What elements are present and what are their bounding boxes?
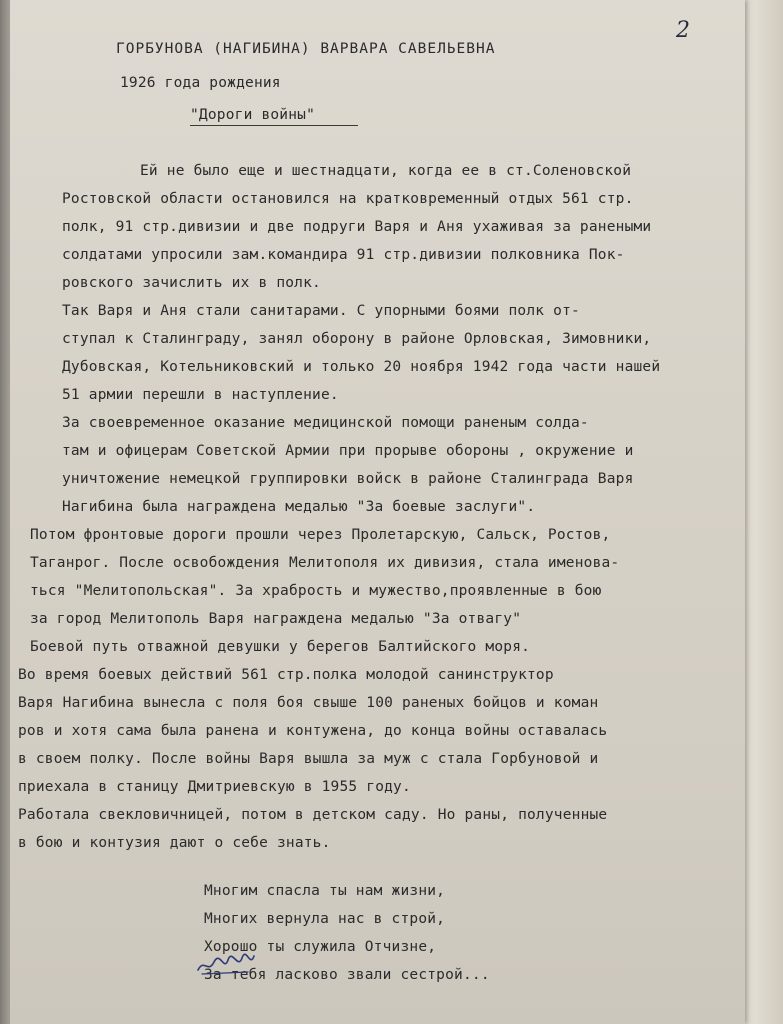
body-line: Дубовская, Котельниковский и только 20 ноября 1942 года части нашей bbox=[62, 359, 661, 375]
body-line: Во время боевых действий 561 стр.полка молодой санинструктор bbox=[18, 667, 554, 683]
body-line: там и офицерам Советской Армии при прорыве обороны , окружение и bbox=[62, 443, 634, 459]
poem-line: Хорошо ты служила Отчизне, bbox=[204, 939, 437, 955]
document-title: "Дороги войны" bbox=[190, 107, 316, 123]
body-line: в своем полку. После войны Варя вышла за муж с стала Горбуновой и bbox=[18, 751, 599, 767]
body-line: Нагибина была награждена медалью "За боевые заслуги". bbox=[62, 499, 536, 515]
body-line: Так Варя и Аня стали санитарами. С упорными боями полк от- bbox=[62, 303, 580, 319]
poem-line: Многих вернула нас в строй, bbox=[204, 911, 446, 927]
body-line: Варя Нагибина вынесла с поля боя свыше 100 раненых бойцов и коман bbox=[18, 695, 599, 711]
handwritten-signature-mark bbox=[196, 950, 256, 978]
body-line: ровского зачислить их в полк. bbox=[62, 275, 321, 291]
body-line: полк, 91 стр.дивизии и две подруги Варя и Аня ухаживая за ранеными bbox=[62, 219, 652, 235]
poem-line: За тебя ласково звали сестрой... bbox=[204, 967, 490, 983]
body-line: в бою и контузия дают о себе знать. bbox=[18, 835, 331, 851]
body-line: Боевой путь отважной девушки у берегов Балтийского моря. bbox=[30, 639, 531, 655]
author-heading: ГОРБУНОВА (НАГИБИНА) ВАРВАРА САВЕЛЬЕВНА bbox=[116, 41, 496, 57]
body-line: Ей не было еще и шестнадцати, когда ее в ст.Соленовской bbox=[140, 163, 632, 179]
body-line: Ростовской области остановился на кратковременный отдых 561 стр. bbox=[62, 191, 634, 207]
poem-line: Многим спасла ты нам жизни, bbox=[204, 883, 446, 899]
body-line: Таганрог. После освобождения Мелитополя их дивизия, стала именова- bbox=[30, 555, 620, 571]
body-line: 51 армии перешли в наступление. bbox=[62, 387, 339, 403]
title-underline bbox=[190, 125, 358, 126]
body-line: За своевременное оказание медицинской помощи раненым солда- bbox=[62, 415, 589, 431]
body-line: Потом фронтовые дороги прошли через Пролетарскую, Сальск, Ростов, bbox=[30, 527, 611, 543]
body-line: Работала свекловичницей, потом в детском саду. Но раны, полученные bbox=[18, 807, 608, 823]
body-line: уничтожение немецкой группировки войск в районе Сталинграда Варя bbox=[62, 471, 634, 487]
body-line: ться "Мелитопольская". За храбрость и мужество,проявленные в бою bbox=[30, 583, 602, 599]
body-line: ступал к Сталинграду, занял оборону в районе Орловская, Зимовники, bbox=[62, 331, 652, 347]
birth-year-line: 1926 года рождения bbox=[120, 75, 281, 91]
body-line: солдатами упросили зам.командира 91 стр.дивизии полковника Пок- bbox=[62, 247, 625, 263]
body-line: ров и хотя сама была ранена и контужена, до конца войны оставалась bbox=[18, 723, 608, 739]
body-line: приехала в станицу Дмитриевскую в 1955 году. bbox=[18, 779, 411, 795]
body-line: за город Мелитополь Варя награждена медалью "За отвагу" bbox=[30, 611, 522, 627]
handwritten-page-number: 2 bbox=[676, 18, 690, 43]
